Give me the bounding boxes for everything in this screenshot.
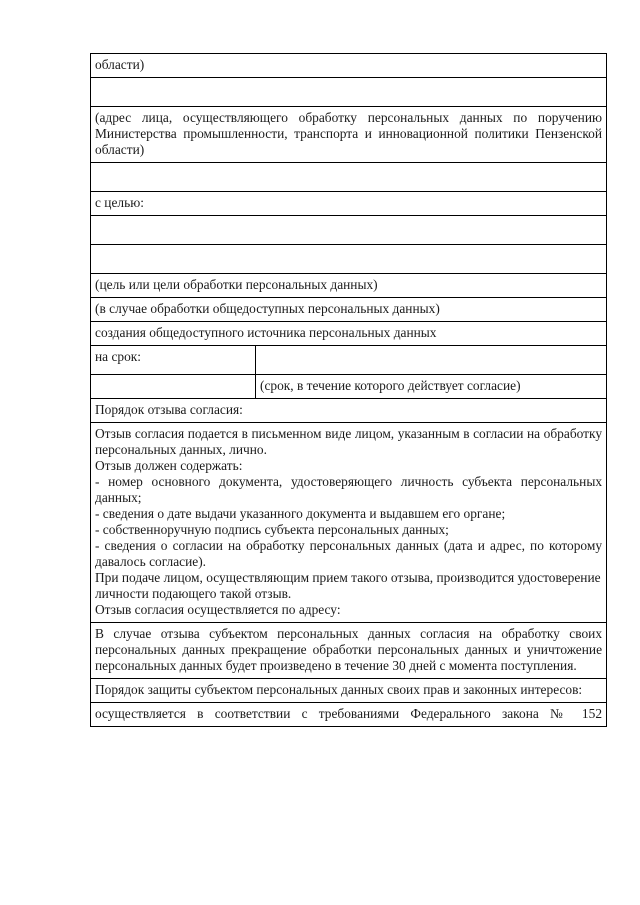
purpose-input-cell-1[interactable] (91, 216, 607, 245)
revocation-list-item: - сведения о дате выдачи указанного документа и выдавшем его органе; (95, 506, 506, 521)
table-row (91, 399, 607, 423)
term-blank-cell (91, 375, 256, 399)
address-note-cell: (адрес лица, осуществляющего обработку персональных данных по поручению Министерства промышленности, транспорта и инновационной политики Пензенской области) (91, 107, 607, 163)
table-row (91, 298, 607, 322)
purpose-label-cell: с целью: (91, 192, 607, 216)
term-note-cell: (срок, в течение которого действует согласие) (256, 375, 607, 399)
purpose-input-cell-2[interactable] (91, 245, 607, 274)
public-data-note-cell: (в случае обработки общедоступных персональных данных) (91, 298, 607, 322)
law-text-cell (91, 703, 607, 727)
termination-text-cell: В случае отзыва субъектом персональных данных согласия на обработку своих персональных данных прекращение обработки персональных данных и уничтожение персональных данных будет произведено в течение 30 дней с момента поступления. (91, 623, 607, 679)
table-row (91, 163, 607, 192)
revocation-list-item: - сведения о согласии на обработку персональных данных (дата и адрес, по которому давалось согласие). (95, 538, 603, 569)
table-row (91, 623, 607, 679)
table-row (91, 107, 607, 163)
revocation-body-cell (91, 423, 607, 623)
public-source-cell: создания общедоступного источника персональных данных (91, 322, 607, 346)
table-row (91, 375, 607, 399)
revocation-list-item: - номер основного документа, удостоверяющего личность субъекта персональных данных; (95, 474, 603, 505)
table-row (91, 216, 607, 245)
revocation-paragraph: Отзыв согласия осуществляется по адресу: (95, 602, 341, 617)
table-row (91, 679, 607, 703)
address-input-cell[interactable] (91, 78, 607, 107)
revocation-list-item: - собственноручную подпись субъекта персональных данных; (95, 522, 449, 537)
table-row (91, 192, 607, 216)
region-tail-cell: области) (91, 54, 607, 78)
term-label-cell: на срок: (91, 346, 256, 375)
revocation-paragraph: Отзыв согласия подается в письменном виде лицом, указанным в согласии на обработку персональных данных, лично. (95, 426, 603, 457)
protection-heading-cell: Порядок защиты субъектом персональных данных своих прав и законных интересов: (91, 679, 607, 703)
table-row (91, 423, 607, 623)
table-row (91, 78, 607, 107)
table-row (91, 274, 607, 298)
purpose-note-cell: (цель или цели обработки персональных данных) (91, 274, 607, 298)
table-row (91, 346, 607, 375)
law-text: осуществляется в соответствии с требованиями Федерального закона № 152 (95, 706, 603, 721)
table-row (91, 322, 607, 346)
revocation-paragraph: Отзыв должен содержать: (95, 458, 243, 473)
blank-cell[interactable] (91, 163, 607, 192)
table-row (91, 245, 607, 274)
term-input-cell[interactable] (256, 346, 607, 375)
table-row (91, 54, 607, 78)
consent-form-table (90, 53, 607, 727)
revocation-paragraph: При подаче лицом, осуществляющим прием такого отзыва, производится удостоверение личности подающего такой отзыв. (95, 570, 601, 601)
table-row (91, 703, 607, 727)
revocation-heading-cell: Порядок отзыва согласия: (91, 399, 607, 423)
